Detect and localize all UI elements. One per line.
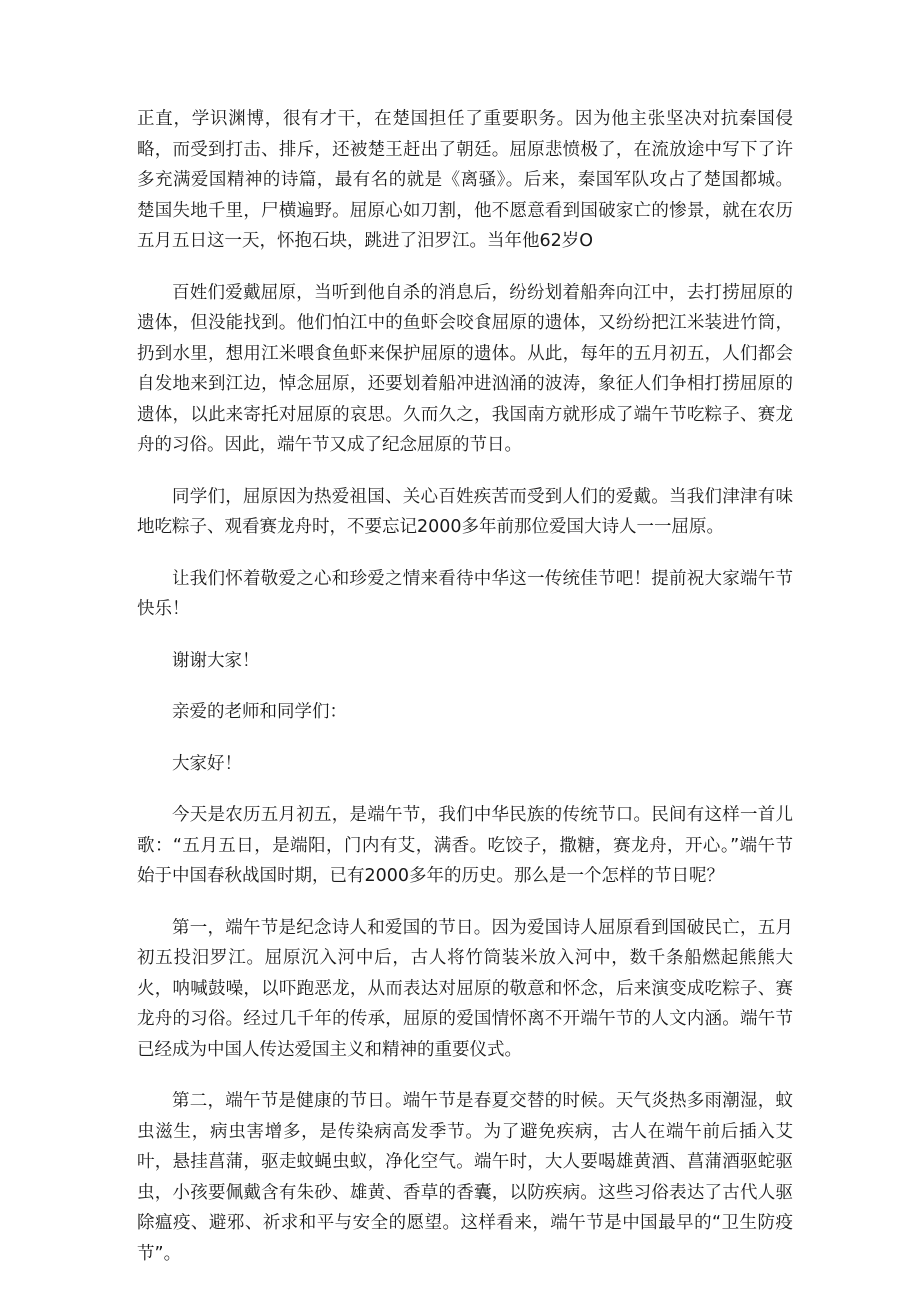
paragraph-greeting: 大家好！	[172, 753, 242, 774]
paragraph-health-festival: 第二，端午节是健康的节日。端午节是春夏交替的时候。天气炎热多雨潮湿，蚊虫滋生，病虫害增多，是传染病高发季节。为了避免疾病，古人在端午前后插入艾叶，悬挂菖蒲，驱走蚊蝇虫蚁，净化空气。端午时，大人要喝雄黄酒、菖蒲酒驱蛇驱虫，小孩要佩戴含有朱砂、雄黄、香草的香囊，以防疾病。这些习俗表达了古代人驱除瘟疫、避邪、祈求和平与安全的愿望。这样看来，端午节是中国最早的“卫生防疫节”。	[137, 1091, 793, 1264]
paragraph-salutation: 亲爱的老师和同学们：	[172, 702, 347, 722]
document-body	[137, 104, 793, 1290]
paragraph-qu-yuan-exile: 正直，学识渊博，很有才干，在楚国担任了重要职务。因为他主张坚决对抗秦国侵略，而受到打击、排斥，还被楚王赶出了朝廷。屈原悲愤极了，在流放途中写下了许多充满爱国精神的诗篇，最有名的就是《离骚》。后来，秦国军队攻占了楚国都城。楚国失地千里，尸横遍野。屈原心如刀割，他不愿意看到国破家亡的惨景，就在农历五月五日这一天，怀抱石块，跳进了汨罗江。当年他62岁O	[137, 109, 793, 251]
paragraph-people-mourn: 百姓们爱戴屈原，当听到他自杀的消息后，纷纷划着船奔向江中，去打捞屈原的遗体，但没能找到。他们怕江中的鱼虾会咬食屈原的遗体，又纷纷把江米装进竹筒，扔到水里，想用江米喂食鱼虾来保护屈原的遗体。从此，每年的五月初五，人们都会自发地来到江边，悼念屈原，还要划着船冲进汹涌的波涛，象征人们争相打捞屈原的遗体，以此来寄托对屈原的哀思。久而久之，我国南方就形成了端午节吃粽子、赛龙舟的习俗。因此，端午节又成了纪念屈原的节日。	[137, 282, 793, 455]
paragraph-students-remember: 同学们，屈原因为热爱祖国、关心百姓疾苦而受到人们的爱戴。当我们津津有味地吃粽子、观看赛龙舟时，不要忘记2000多年前那位爱国大诗人一一屈原。	[137, 486, 793, 537]
paragraph-introduction: 今天是农历五月初五，是端午节，我们中华民族的传统节口。民间有这样一首儿歌：“五月五日，是端阳，门内有艾，满香。吃饺子，撒糖，赛龙舟，开心。”端午节始于中国春秋战国时期，已有2000多年的历史。那么是一个怎样的节日呢？	[137, 805, 793, 886]
paragraph-thanks: 谢谢大家！	[172, 650, 260, 671]
paragraph-patriotic-festival: 第一，端午节是纪念诗人和爱国的节日。因为爱国诗人屈原看到国破民亡，五月初五投汨罗江。屈原沉入河中后，古人将竹筒装米放入河中，数千条船燃起熊熊大火，呐喊鼓噪，以吓跑恶龙，从而表达对屈原的敬意和怀念，后来演变成吃粽子、赛龙舟的习俗。经过几千年的传承，屈原的爱国情怀离不开端午节的人文内涵。端午节已经成为中国人传达爱国主义和精神的重要仪式。	[137, 917, 793, 1060]
paragraph-festival-wishes: 让我们怀着敬爱之心和珍爱之情来看待中华这一传统佳节吧！提前祝大家端午节快乐！	[137, 568, 793, 619]
